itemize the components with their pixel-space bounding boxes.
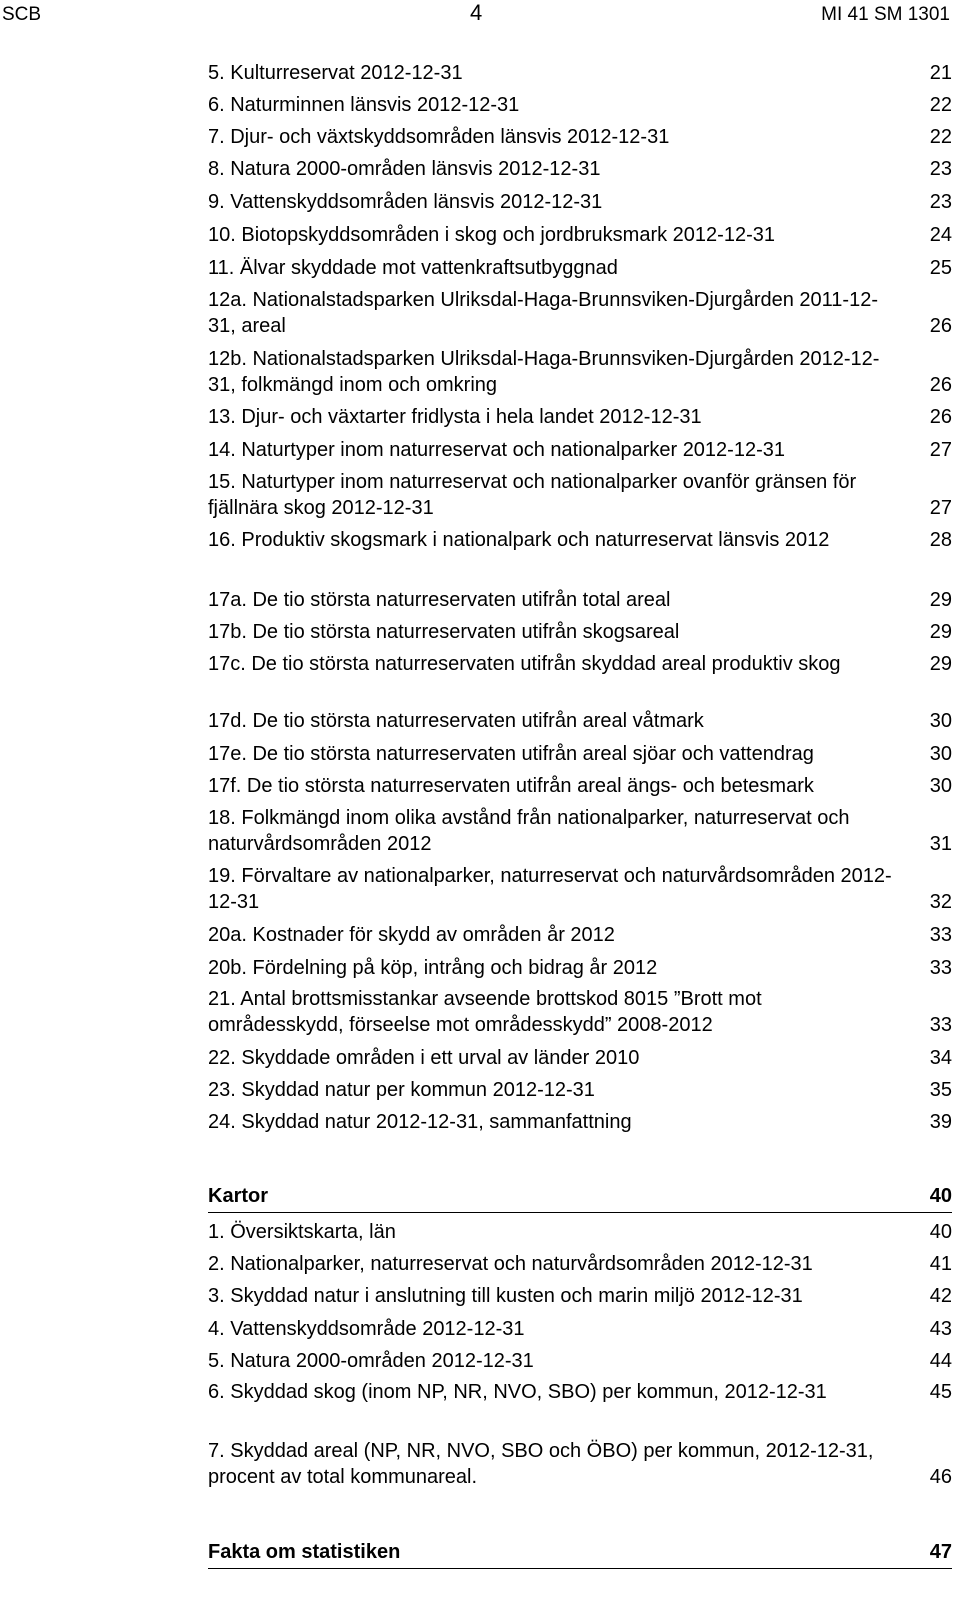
toc-entry-title: 17c. De tio största naturreservaten utifrån skyddad areal produktiv skog: [208, 653, 841, 675]
toc-entry-page: 25: [929, 257, 952, 279]
toc-entry-title: 2. Nationalparker, naturreservat och naturvårdsområden 2012-12-31: [208, 1253, 813, 1275]
toc-entry-page: 39: [929, 1111, 952, 1133]
toc-entry[interactable]: [208, 222, 952, 248]
toc-entry-title: 7. Skyddad areal (NP, NR, NVO, SBO och ÖBO) per kommun, 2012-12-31, procent av total kommunareal.: [208, 1440, 874, 1488]
toc-entry-page: 34: [929, 1047, 952, 1069]
toc-entry[interactable]: [208, 619, 952, 645]
toc-entry-page: 28: [929, 529, 952, 551]
toc-entry[interactable]: [208, 92, 952, 118]
toc-entry[interactable]: [208, 805, 952, 857]
toc-entry-page: 43: [929, 1318, 952, 1340]
toc-entry-title: 6. Naturminnen länsvis 2012-12-31: [208, 94, 520, 116]
toc-entry-title: 15. Naturtyper inom naturreservat och nationalparker ovanför gränsen för fjällnära skog 2012-12-31: [208, 471, 857, 519]
toc-entry-title: 9. Vattenskyddsområden länsvis 2012-12-31: [208, 191, 603, 213]
toc-entry-page: 21: [929, 62, 952, 84]
toc-entry-page: 42: [929, 1285, 952, 1307]
header-doc-id: MI 41 SM 1301: [821, 4, 950, 25]
toc-entry-page: 45: [929, 1381, 952, 1403]
toc-entry-page: 33: [929, 1014, 952, 1036]
toc-entry[interactable]: [208, 741, 952, 767]
toc-entry[interactable]: [208, 1283, 952, 1309]
toc-entry[interactable]: [208, 1348, 952, 1374]
toc-entry[interactable]: [208, 1077, 952, 1103]
toc-entry-title: 19. Förvaltare av nationalparker, naturreservat och naturvårdsområden 2012-12-31: [208, 865, 892, 913]
toc-entry[interactable]: [208, 708, 952, 734]
toc-entry-title: 17e. De tio största naturreservaten utifrån areal sjöar och vattendrag: [208, 743, 814, 765]
toc-entry-page: 41: [929, 1253, 952, 1275]
toc-entry-title: 16. Produktiv skogsmark i nationalpark och naturreservat länsvis 2012: [208, 529, 830, 551]
toc-entry-page: 26: [929, 406, 952, 428]
toc-entry-title: 17a. De tio största naturreservaten utifrån total areal: [208, 589, 671, 611]
toc-entry-page: 22: [929, 126, 952, 148]
toc-entry-page: 32: [929, 891, 952, 913]
toc-entry-page: 31: [929, 833, 952, 855]
toc-entry-page: 26: [929, 374, 952, 396]
toc-entry[interactable]: [208, 1045, 952, 1071]
toc-entry-title: 17f. De tio största naturreservaten utifrån areal ängs- och betesmark: [208, 775, 814, 797]
toc-entry[interactable]: [208, 189, 952, 215]
toc-entry-page: 40: [929, 1221, 952, 1243]
toc-entry[interactable]: [208, 986, 952, 1038]
toc-entry-title: 17d. De tio största naturreservaten utifrån areal våtmark: [208, 710, 704, 732]
section-heading-title: Fakta om statistiken: [208, 1541, 401, 1563]
toc-entry-page: 27: [929, 497, 952, 519]
toc-entry-page: 35: [929, 1079, 952, 1101]
toc-entry-title: 6. Skyddad skog (inom NP, NR, NVO, SBO) per kommun, 2012-12-31: [208, 1381, 827, 1403]
toc-entry[interactable]: [208, 346, 952, 398]
toc-entry-title: 20a. Kostnader för skydd av områden år 2012: [208, 924, 615, 946]
toc-entry-title: 1. Översiktskarta, län: [208, 1221, 396, 1243]
toc-entry[interactable]: [208, 863, 952, 915]
section-divider: [208, 1212, 952, 1213]
toc-entry[interactable]: [208, 287, 952, 339]
toc-entry-page: 23: [929, 191, 952, 213]
toc-entry-page: 29: [929, 653, 952, 675]
toc-entry[interactable]: [208, 1251, 952, 1277]
toc-entry-title: 22. Skyddade områden i ett urval av länder 2010: [208, 1047, 640, 1069]
section-heading-page: 47: [929, 1541, 952, 1563]
toc-entry-page: 44: [929, 1350, 952, 1372]
toc-entry[interactable]: [208, 587, 952, 613]
toc-entry-title: 11. Älvar skyddade mot vattenkraftsutbyggnad: [208, 257, 618, 279]
toc-entry-title: 13. Djur- och växtarter fridlysta i hela landet 2012-12-31: [208, 406, 702, 428]
toc-entry-title: 10. Biotopskyddsområden i skog och jordbruksmark 2012-12-31: [208, 224, 775, 246]
toc-entry[interactable]: [208, 955, 952, 981]
toc-entry-page: 29: [929, 589, 952, 611]
toc-entry-title: 8. Natura 2000-områden länsvis 2012-12-31: [208, 158, 601, 180]
section-heading-title: Kartor: [208, 1185, 269, 1207]
toc-entry-page: 26: [929, 315, 952, 337]
toc-entry-title: 4. Vattenskyddsområde 2012-12-31: [208, 1318, 525, 1340]
toc-entry[interactable]: [208, 1379, 952, 1405]
toc-entry-page: 30: [929, 743, 952, 765]
toc-entry-title: 23. Skyddad natur per kommun 2012-12-31: [208, 1079, 595, 1101]
toc-entry-title: 3. Skyddad natur i anslutning till kusten och marin miljö 2012-12-31: [208, 1285, 803, 1307]
toc-entry-page: 27: [929, 439, 952, 461]
toc-entry[interactable]: [208, 156, 952, 182]
toc-entry[interactable]: [208, 255, 952, 281]
toc-entry[interactable]: [208, 60, 952, 86]
section-heading-fakta[interactable]: [208, 1539, 952, 1565]
toc-entry-page: 24: [929, 224, 952, 246]
toc-entry-title: 12b. Nationalstadsparken Ulriksdal-Haga-Brunnsviken-Djurgården 2012-12-31, folkmängd inom och omkring: [208, 348, 880, 396]
toc-entry-title: 5. Kulturreservat 2012-12-31: [208, 62, 463, 84]
toc-entry[interactable]: [208, 124, 952, 150]
toc-entry[interactable]: [208, 922, 952, 948]
toc-entry-title: 24. Skyddad natur 2012-12-31, sammanfattning: [208, 1111, 632, 1133]
toc-entry-page: 46: [929, 1466, 952, 1488]
toc-entry[interactable]: [208, 404, 952, 430]
toc-entry[interactable]: [208, 773, 952, 799]
header-page-number: 4: [470, 0, 483, 25]
toc-entry-title: 14. Naturtyper inom naturreservat och nationalparker 2012-12-31: [208, 439, 785, 461]
section-divider: [208, 1568, 952, 1569]
toc-entry-title: 18. Folkmängd inom olika avstånd från nationalparker, naturreservat och naturvårdsområden 2012: [208, 807, 850, 855]
toc-entry[interactable]: [208, 1438, 952, 1490]
page-header: [0, 0, 960, 30]
toc-entry-page: 29: [929, 621, 952, 643]
toc-entry[interactable]: [208, 651, 952, 677]
toc-entry-title: 21. Antal brottsmisstankar avseende brottskod 8015 ”Brott mot områdesskydd, förseelse mot områdesskydd” 2008-2012: [208, 988, 762, 1036]
toc-entry[interactable]: [208, 527, 952, 553]
section-heading-page: 40: [929, 1185, 952, 1207]
toc-entry-title: 5. Natura 2000-områden 2012-12-31: [208, 1350, 534, 1372]
toc-entry-title: 20b. Fördelning på köp, intrång och bidrag år 2012: [208, 957, 658, 979]
toc-entry-page: 33: [929, 924, 952, 946]
toc-entry-title: 7. Djur- och växtskyddsområden länsvis 2012-12-31: [208, 126, 670, 148]
section-heading-kartor[interactable]: [208, 1183, 952, 1209]
toc-entry-page: 23: [929, 158, 952, 180]
toc-entry[interactable]: [208, 469, 952, 521]
toc-entry[interactable]: [208, 1109, 952, 1135]
toc-entry-page: 22: [929, 94, 952, 116]
toc-entry-title: 12a. Nationalstadsparken Ulriksdal-Haga-Brunnsviken-Djurgården 2011-12-31, areal: [208, 289, 878, 337]
toc-entry-title: 17b. De tio största naturreservaten utifrån skogsareal: [208, 621, 680, 643]
toc-entry-page: 30: [929, 775, 952, 797]
toc-entry[interactable]: [208, 437, 952, 463]
toc-entry-page: 30: [929, 710, 952, 732]
header-org: SCB: [2, 4, 42, 25]
toc-entry-page: 33: [929, 957, 952, 979]
toc-entry[interactable]: [208, 1316, 952, 1342]
toc-entry[interactable]: [208, 1219, 952, 1245]
